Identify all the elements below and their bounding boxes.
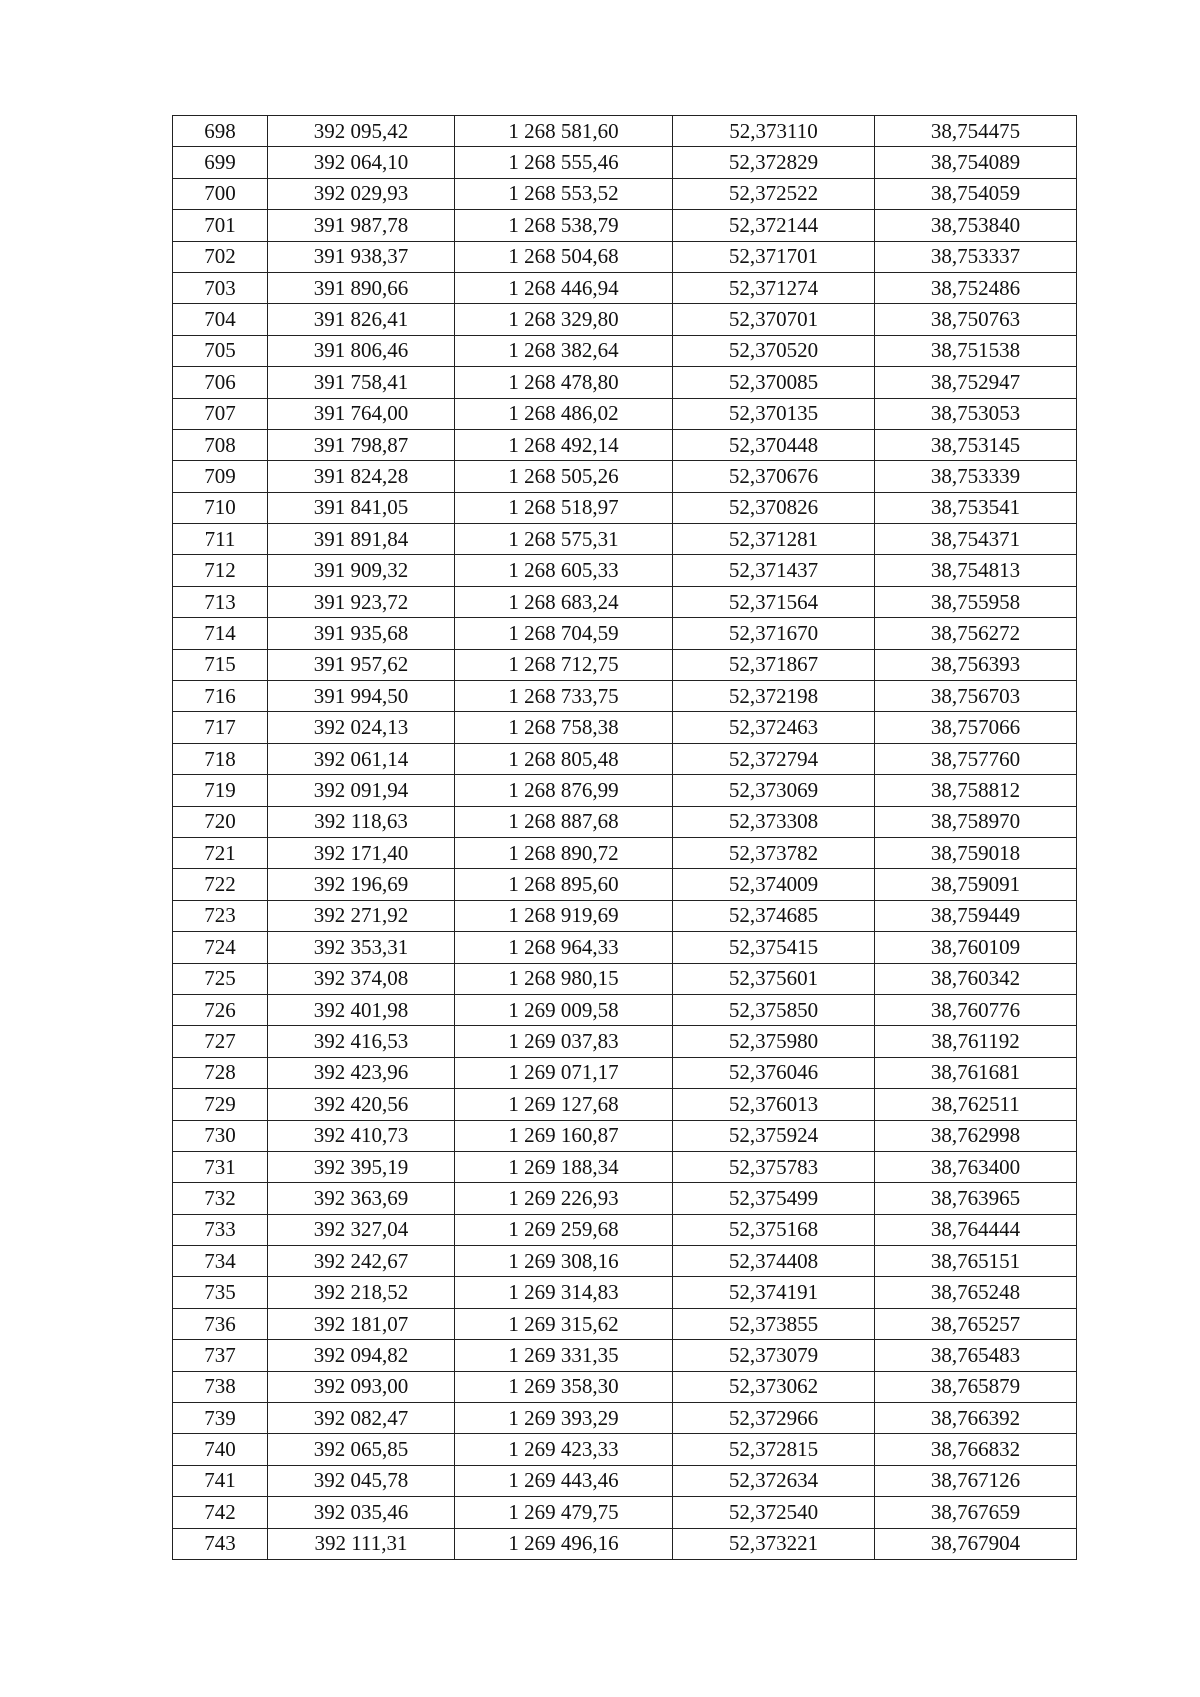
longitude-cell: 38,759091 xyxy=(875,869,1077,900)
latitude-cell: 52,373062 xyxy=(673,1371,875,1402)
x-coordinate-cell: 391 798,87 xyxy=(268,429,455,460)
x-coordinate-cell: 392 061,14 xyxy=(268,743,455,774)
point-number-cell: 723 xyxy=(173,900,268,931)
point-number-cell: 700 xyxy=(173,178,268,209)
latitude-cell: 52,371670 xyxy=(673,618,875,649)
x-coordinate-cell: 391 826,41 xyxy=(268,304,455,335)
point-number-cell: 704 xyxy=(173,304,268,335)
point-number-cell: 735 xyxy=(173,1277,268,1308)
latitude-cell: 52,376013 xyxy=(673,1089,875,1120)
latitude-cell: 52,374009 xyxy=(673,869,875,900)
x-coordinate-cell: 392 035,46 xyxy=(268,1497,455,1528)
longitude-cell: 38,752947 xyxy=(875,367,1077,398)
table-row xyxy=(173,492,1077,523)
table-row xyxy=(173,837,1077,868)
x-coordinate-cell: 392 111,31 xyxy=(268,1528,455,1559)
point-number-cell: 717 xyxy=(173,712,268,743)
table-row xyxy=(173,272,1077,303)
x-coordinate-cell: 392 271,92 xyxy=(268,900,455,931)
latitude-cell: 52,370520 xyxy=(673,335,875,366)
latitude-cell: 52,372522 xyxy=(673,178,875,209)
x-coordinate-cell: 391 764,00 xyxy=(268,398,455,429)
latitude-cell: 52,370701 xyxy=(673,304,875,335)
latitude-cell: 52,373221 xyxy=(673,1528,875,1559)
y-coordinate-cell: 1 269 358,30 xyxy=(455,1371,673,1402)
table-row xyxy=(173,335,1077,366)
x-coordinate-cell: 392 374,08 xyxy=(268,963,455,994)
point-number-cell: 725 xyxy=(173,963,268,994)
point-number-cell: 720 xyxy=(173,806,268,837)
latitude-cell: 52,373069 xyxy=(673,775,875,806)
longitude-cell: 38,754059 xyxy=(875,178,1077,209)
table-row xyxy=(173,1528,1077,1559)
y-coordinate-cell: 1 269 315,62 xyxy=(455,1308,673,1339)
latitude-cell: 52,371701 xyxy=(673,241,875,272)
longitude-cell: 38,767126 xyxy=(875,1465,1077,1496)
longitude-cell: 38,757760 xyxy=(875,743,1077,774)
table-row xyxy=(173,1403,1077,1434)
y-coordinate-cell: 1 269 188,34 xyxy=(455,1151,673,1182)
y-coordinate-cell: 1 268 895,60 xyxy=(455,869,673,900)
latitude-cell: 52,372815 xyxy=(673,1434,875,1465)
point-number-cell: 707 xyxy=(173,398,268,429)
table-row xyxy=(173,1434,1077,1465)
point-number-cell: 709 xyxy=(173,461,268,492)
point-number-cell: 714 xyxy=(173,618,268,649)
y-coordinate-cell: 1 269 423,33 xyxy=(455,1434,673,1465)
table-row xyxy=(173,116,1077,147)
latitude-cell: 52,371274 xyxy=(673,272,875,303)
table-row xyxy=(173,1026,1077,1057)
x-coordinate-cell: 392 196,69 xyxy=(268,869,455,900)
longitude-cell: 38,756272 xyxy=(875,618,1077,649)
longitude-cell: 38,759018 xyxy=(875,837,1077,868)
x-coordinate-cell: 391 923,72 xyxy=(268,586,455,617)
point-number-cell: 740 xyxy=(173,1434,268,1465)
x-coordinate-cell: 392 065,85 xyxy=(268,1434,455,1465)
latitude-cell: 52,372540 xyxy=(673,1497,875,1528)
y-coordinate-cell: 1 268 492,14 xyxy=(455,429,673,460)
longitude-cell: 38,758812 xyxy=(875,775,1077,806)
point-number-cell: 727 xyxy=(173,1026,268,1057)
longitude-cell: 38,765879 xyxy=(875,1371,1077,1402)
longitude-cell: 38,751538 xyxy=(875,335,1077,366)
longitude-cell: 38,766832 xyxy=(875,1434,1077,1465)
latitude-cell: 52,372144 xyxy=(673,210,875,241)
table-row xyxy=(173,743,1077,774)
y-coordinate-cell: 1 269 308,16 xyxy=(455,1246,673,1277)
x-coordinate-cell: 392 395,19 xyxy=(268,1151,455,1182)
latitude-cell: 52,372463 xyxy=(673,712,875,743)
y-coordinate-cell: 1 268 805,48 xyxy=(455,743,673,774)
x-coordinate-cell: 391 994,50 xyxy=(268,681,455,712)
point-number-cell: 708 xyxy=(173,429,268,460)
table-row xyxy=(173,806,1077,837)
x-coordinate-cell: 391 758,41 xyxy=(268,367,455,398)
y-coordinate-cell: 1 268 478,80 xyxy=(455,367,673,398)
x-coordinate-cell: 392 082,47 xyxy=(268,1403,455,1434)
table-row xyxy=(173,1057,1077,1088)
y-coordinate-cell: 1 268 505,26 xyxy=(455,461,673,492)
x-coordinate-cell: 392 093,00 xyxy=(268,1371,455,1402)
y-coordinate-cell: 1 268 382,64 xyxy=(455,335,673,366)
point-number-cell: 702 xyxy=(173,241,268,272)
table-row xyxy=(173,429,1077,460)
latitude-cell: 52,370135 xyxy=(673,398,875,429)
latitude-cell: 52,372198 xyxy=(673,681,875,712)
table-row xyxy=(173,1089,1077,1120)
x-coordinate-cell: 392 118,63 xyxy=(268,806,455,837)
longitude-cell: 38,754371 xyxy=(875,524,1077,555)
x-coordinate-cell: 391 890,66 xyxy=(268,272,455,303)
point-number-cell: 724 xyxy=(173,932,268,963)
table-row xyxy=(173,147,1077,178)
longitude-cell: 38,752486 xyxy=(875,272,1077,303)
coordinates-table xyxy=(172,115,1077,1560)
table-row xyxy=(173,398,1077,429)
point-number-cell: 738 xyxy=(173,1371,268,1402)
x-coordinate-cell: 392 024,13 xyxy=(268,712,455,743)
x-coordinate-cell: 392 410,73 xyxy=(268,1120,455,1151)
latitude-cell: 52,375783 xyxy=(673,1151,875,1182)
longitude-cell: 38,754813 xyxy=(875,555,1077,586)
y-coordinate-cell: 1 268 964,33 xyxy=(455,932,673,963)
latitude-cell: 52,373308 xyxy=(673,806,875,837)
y-coordinate-cell: 1 269 226,93 xyxy=(455,1183,673,1214)
longitude-cell: 38,758970 xyxy=(875,806,1077,837)
longitude-cell: 38,764444 xyxy=(875,1214,1077,1245)
longitude-cell: 38,763965 xyxy=(875,1183,1077,1214)
point-number-cell: 732 xyxy=(173,1183,268,1214)
y-coordinate-cell: 1 268 704,59 xyxy=(455,618,673,649)
table-row xyxy=(173,681,1077,712)
point-number-cell: 743 xyxy=(173,1528,268,1559)
x-coordinate-cell: 392 401,98 xyxy=(268,994,455,1025)
longitude-cell: 38,750763 xyxy=(875,304,1077,335)
latitude-cell: 52,375850 xyxy=(673,994,875,1025)
y-coordinate-cell: 1 268 504,68 xyxy=(455,241,673,272)
longitude-cell: 38,760109 xyxy=(875,932,1077,963)
longitude-cell: 38,753840 xyxy=(875,210,1077,241)
y-coordinate-cell: 1 268 538,79 xyxy=(455,210,673,241)
latitude-cell: 52,371281 xyxy=(673,524,875,555)
longitude-cell: 38,761681 xyxy=(875,1057,1077,1088)
x-coordinate-cell: 391 938,37 xyxy=(268,241,455,272)
latitude-cell: 52,374191 xyxy=(673,1277,875,1308)
latitude-cell: 52,376046 xyxy=(673,1057,875,1088)
longitude-cell: 38,763400 xyxy=(875,1151,1077,1182)
longitude-cell: 38,753541 xyxy=(875,492,1077,523)
table-row xyxy=(173,367,1077,398)
longitude-cell: 38,753339 xyxy=(875,461,1077,492)
latitude-cell: 52,373855 xyxy=(673,1308,875,1339)
point-number-cell: 712 xyxy=(173,555,268,586)
point-number-cell: 699 xyxy=(173,147,268,178)
y-coordinate-cell: 1 268 876,99 xyxy=(455,775,673,806)
latitude-cell: 52,375980 xyxy=(673,1026,875,1057)
longitude-cell: 38,765248 xyxy=(875,1277,1077,1308)
point-number-cell: 739 xyxy=(173,1403,268,1434)
latitude-cell: 52,371564 xyxy=(673,586,875,617)
latitude-cell: 52,373110 xyxy=(673,116,875,147)
table-row xyxy=(173,1214,1077,1245)
y-coordinate-cell: 1 268 553,52 xyxy=(455,178,673,209)
table-row xyxy=(173,994,1077,1025)
point-number-cell: 736 xyxy=(173,1308,268,1339)
x-coordinate-cell: 391 935,68 xyxy=(268,618,455,649)
x-coordinate-cell: 392 171,40 xyxy=(268,837,455,868)
longitude-cell: 38,753145 xyxy=(875,429,1077,460)
latitude-cell: 52,370676 xyxy=(673,461,875,492)
table-row xyxy=(173,1183,1077,1214)
x-coordinate-cell: 392 218,52 xyxy=(268,1277,455,1308)
latitude-cell: 52,373782 xyxy=(673,837,875,868)
point-number-cell: 705 xyxy=(173,335,268,366)
point-number-cell: 698 xyxy=(173,116,268,147)
y-coordinate-cell: 1 268 758,38 xyxy=(455,712,673,743)
table-row xyxy=(173,900,1077,931)
y-coordinate-cell: 1 269 009,58 xyxy=(455,994,673,1025)
point-number-cell: 728 xyxy=(173,1057,268,1088)
latitude-cell: 52,372966 xyxy=(673,1403,875,1434)
point-number-cell: 731 xyxy=(173,1151,268,1182)
latitude-cell: 52,370826 xyxy=(673,492,875,523)
latitude-cell: 52,375499 xyxy=(673,1183,875,1214)
point-number-cell: 734 xyxy=(173,1246,268,1277)
table-row xyxy=(173,1120,1077,1151)
longitude-cell: 38,753337 xyxy=(875,241,1077,272)
longitude-cell: 38,761192 xyxy=(875,1026,1077,1057)
point-number-cell: 737 xyxy=(173,1340,268,1371)
x-coordinate-cell: 391 957,62 xyxy=(268,649,455,680)
longitude-cell: 38,756703 xyxy=(875,681,1077,712)
x-coordinate-cell: 391 891,84 xyxy=(268,524,455,555)
point-number-cell: 713 xyxy=(173,586,268,617)
latitude-cell: 52,374685 xyxy=(673,900,875,931)
longitude-cell: 38,765151 xyxy=(875,1246,1077,1277)
y-coordinate-cell: 1 268 605,33 xyxy=(455,555,673,586)
y-coordinate-cell: 1 268 683,24 xyxy=(455,586,673,617)
point-number-cell: 721 xyxy=(173,837,268,868)
y-coordinate-cell: 1 268 446,94 xyxy=(455,272,673,303)
y-coordinate-cell: 1 268 712,75 xyxy=(455,649,673,680)
table-row xyxy=(173,869,1077,900)
x-coordinate-cell: 392 353,31 xyxy=(268,932,455,963)
y-coordinate-cell: 1 268 887,68 xyxy=(455,806,673,837)
table-row xyxy=(173,1497,1077,1528)
latitude-cell: 52,374408 xyxy=(673,1246,875,1277)
y-coordinate-cell: 1 269 314,83 xyxy=(455,1277,673,1308)
x-coordinate-cell: 392 420,56 xyxy=(268,1089,455,1120)
longitude-cell: 38,756393 xyxy=(875,649,1077,680)
longitude-cell: 38,767904 xyxy=(875,1528,1077,1559)
point-number-cell: 711 xyxy=(173,524,268,555)
x-coordinate-cell: 392 094,82 xyxy=(268,1340,455,1371)
point-number-cell: 729 xyxy=(173,1089,268,1120)
latitude-cell: 52,372829 xyxy=(673,147,875,178)
x-coordinate-cell: 391 987,78 xyxy=(268,210,455,241)
table-row xyxy=(173,210,1077,241)
y-coordinate-cell: 1 268 575,31 xyxy=(455,524,673,555)
table-row xyxy=(173,1308,1077,1339)
coordinates-table-body xyxy=(173,116,1077,1560)
y-coordinate-cell: 1 269 496,16 xyxy=(455,1528,673,1559)
point-number-cell: 722 xyxy=(173,869,268,900)
table-row xyxy=(173,775,1077,806)
y-coordinate-cell: 1 268 980,15 xyxy=(455,963,673,994)
x-coordinate-cell: 392 327,04 xyxy=(268,1214,455,1245)
y-coordinate-cell: 1 269 331,35 xyxy=(455,1340,673,1371)
table-row xyxy=(173,524,1077,555)
latitude-cell: 52,375415 xyxy=(673,932,875,963)
x-coordinate-cell: 392 181,07 xyxy=(268,1308,455,1339)
table-row xyxy=(173,461,1077,492)
longitude-cell: 38,767659 xyxy=(875,1497,1077,1528)
x-coordinate-cell: 392 363,69 xyxy=(268,1183,455,1214)
y-coordinate-cell: 1 269 479,75 xyxy=(455,1497,673,1528)
latitude-cell: 52,370085 xyxy=(673,367,875,398)
longitude-cell: 38,759449 xyxy=(875,900,1077,931)
x-coordinate-cell: 392 423,96 xyxy=(268,1057,455,1088)
latitude-cell: 52,371867 xyxy=(673,649,875,680)
latitude-cell: 52,375924 xyxy=(673,1120,875,1151)
table-row xyxy=(173,712,1077,743)
table-row xyxy=(173,963,1077,994)
table-row xyxy=(173,1465,1077,1496)
table-row xyxy=(173,1277,1077,1308)
table-row xyxy=(173,586,1077,617)
y-coordinate-cell: 1 268 555,46 xyxy=(455,147,673,178)
point-number-cell: 703 xyxy=(173,272,268,303)
point-number-cell: 710 xyxy=(173,492,268,523)
table-row xyxy=(173,1151,1077,1182)
y-coordinate-cell: 1 269 160,87 xyxy=(455,1120,673,1151)
y-coordinate-cell: 1 269 071,17 xyxy=(455,1057,673,1088)
point-number-cell: 716 xyxy=(173,681,268,712)
point-number-cell: 719 xyxy=(173,775,268,806)
table-row xyxy=(173,1340,1077,1371)
point-number-cell: 706 xyxy=(173,367,268,398)
x-coordinate-cell: 392 091,94 xyxy=(268,775,455,806)
table-row xyxy=(173,932,1077,963)
longitude-cell: 38,760776 xyxy=(875,994,1077,1025)
x-coordinate-cell: 391 824,28 xyxy=(268,461,455,492)
x-coordinate-cell: 391 909,32 xyxy=(268,555,455,586)
point-number-cell: 733 xyxy=(173,1214,268,1245)
longitude-cell: 38,765257 xyxy=(875,1308,1077,1339)
table-row xyxy=(173,555,1077,586)
longitude-cell: 38,754475 xyxy=(875,116,1077,147)
y-coordinate-cell: 1 268 486,02 xyxy=(455,398,673,429)
y-coordinate-cell: 1 268 581,60 xyxy=(455,116,673,147)
longitude-cell: 38,765483 xyxy=(875,1340,1077,1371)
y-coordinate-cell: 1 269 259,68 xyxy=(455,1214,673,1245)
x-coordinate-cell: 392 045,78 xyxy=(268,1465,455,1496)
point-number-cell: 715 xyxy=(173,649,268,680)
x-coordinate-cell: 391 806,46 xyxy=(268,335,455,366)
point-number-cell: 742 xyxy=(173,1497,268,1528)
longitude-cell: 38,762511 xyxy=(875,1089,1077,1120)
latitude-cell: 52,373079 xyxy=(673,1340,875,1371)
latitude-cell: 52,371437 xyxy=(673,555,875,586)
table-row xyxy=(173,304,1077,335)
y-coordinate-cell: 1 268 890,72 xyxy=(455,837,673,868)
point-number-cell: 730 xyxy=(173,1120,268,1151)
y-coordinate-cell: 1 268 329,80 xyxy=(455,304,673,335)
latitude-cell: 52,375601 xyxy=(673,963,875,994)
y-coordinate-cell: 1 269 037,83 xyxy=(455,1026,673,1057)
y-coordinate-cell: 1 269 443,46 xyxy=(455,1465,673,1496)
x-coordinate-cell: 392 064,10 xyxy=(268,147,455,178)
point-number-cell: 726 xyxy=(173,994,268,1025)
latitude-cell: 52,372634 xyxy=(673,1465,875,1496)
y-coordinate-cell: 1 268 733,75 xyxy=(455,681,673,712)
longitude-cell: 38,757066 xyxy=(875,712,1077,743)
x-coordinate-cell: 391 841,05 xyxy=(268,492,455,523)
x-coordinate-cell: 392 416,53 xyxy=(268,1026,455,1057)
point-number-cell: 718 xyxy=(173,743,268,774)
y-coordinate-cell: 1 269 393,29 xyxy=(455,1403,673,1434)
x-coordinate-cell: 392 029,93 xyxy=(268,178,455,209)
table-row xyxy=(173,649,1077,680)
longitude-cell: 38,760342 xyxy=(875,963,1077,994)
table-row xyxy=(173,1371,1077,1402)
table-row xyxy=(173,241,1077,272)
longitude-cell: 38,753053 xyxy=(875,398,1077,429)
y-coordinate-cell: 1 269 127,68 xyxy=(455,1089,673,1120)
longitude-cell: 38,762998 xyxy=(875,1120,1077,1151)
latitude-cell: 52,375168 xyxy=(673,1214,875,1245)
point-number-cell: 741 xyxy=(173,1465,268,1496)
longitude-cell: 38,755958 xyxy=(875,586,1077,617)
x-coordinate-cell: 392 242,67 xyxy=(268,1246,455,1277)
point-number-cell: 701 xyxy=(173,210,268,241)
latitude-cell: 52,370448 xyxy=(673,429,875,460)
table-row xyxy=(173,178,1077,209)
y-coordinate-cell: 1 268 919,69 xyxy=(455,900,673,931)
y-coordinate-cell: 1 268 518,97 xyxy=(455,492,673,523)
x-coordinate-cell: 392 095,42 xyxy=(268,116,455,147)
table-row xyxy=(173,618,1077,649)
table-row xyxy=(173,1246,1077,1277)
latitude-cell: 52,372794 xyxy=(673,743,875,774)
longitude-cell: 38,754089 xyxy=(875,147,1077,178)
longitude-cell: 38,766392 xyxy=(875,1403,1077,1434)
